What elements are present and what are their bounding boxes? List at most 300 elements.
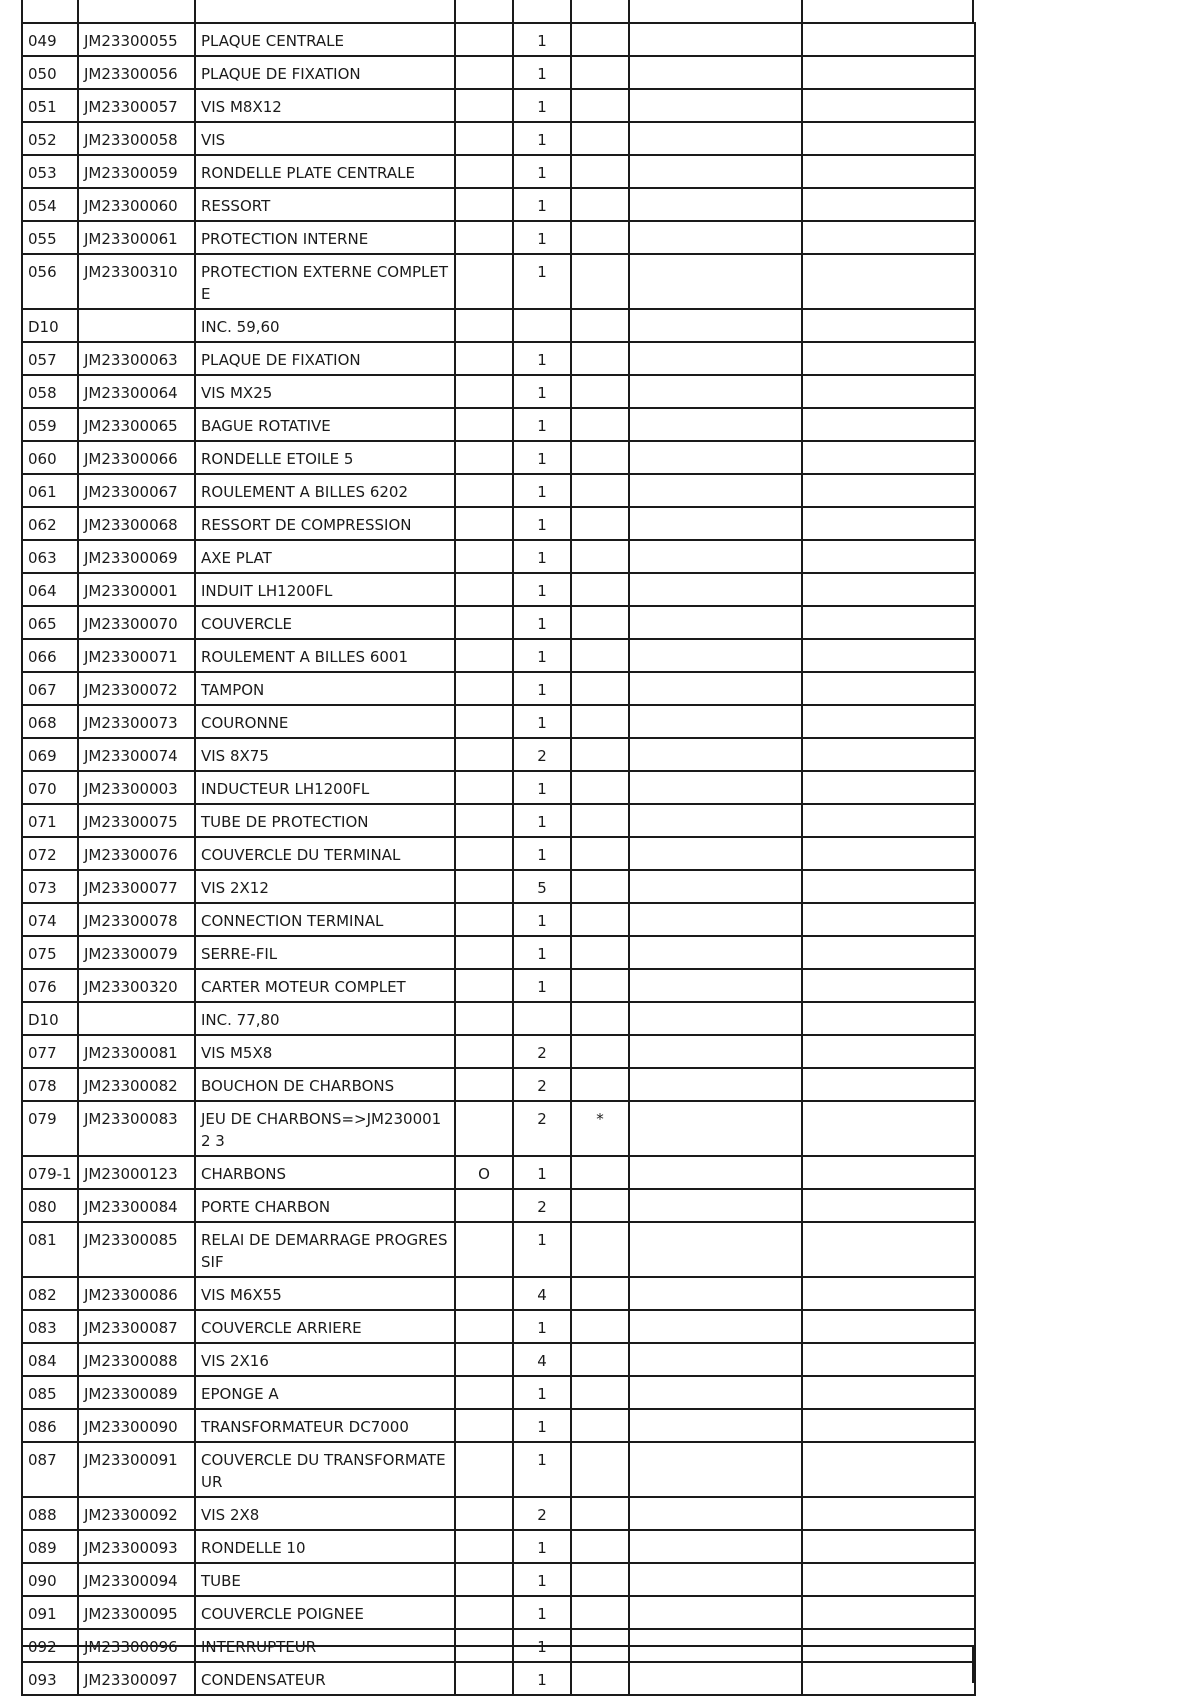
empty-cell [802,837,975,870]
part-quantity-cell: 1 [513,573,571,606]
part-flag-cell [571,1563,629,1596]
part-code-cell: JM23300077 [78,870,195,903]
part-quantity-cell: 1 [513,1376,571,1409]
empty-cell [629,342,802,375]
part-code-cell: JM23300083 [78,1101,195,1156]
part-quantity-cell: 1 [513,89,571,122]
part-ref-cell: 062 [22,507,78,540]
part-quantity-cell: 1 [513,1442,571,1497]
part-description-cell: SERRE-FIL [195,936,455,969]
part-flag-cell [571,870,629,903]
part-code-cell: JM23300001 [78,573,195,606]
part-mark-cell [455,804,513,837]
part-mark-cell [455,1277,513,1310]
table-row [22,188,975,221]
empty-cell [802,56,975,89]
empty-cell [802,936,975,969]
part-mark-cell [455,23,513,56]
part-code-cell: JM23300058 [78,122,195,155]
part-ref-cell: 080 [22,1189,78,1222]
part-quantity-cell: 1 [513,936,571,969]
part-mark-cell [455,1189,513,1222]
part-mark-cell [455,89,513,122]
empty-cell [802,1442,975,1497]
part-mark-cell [455,837,513,870]
part-ref-cell: 054 [22,188,78,221]
empty-cell [629,1563,802,1596]
empty-cell [629,23,802,56]
table-row [22,672,975,705]
part-description-cell: COUVERCLE DU TERMINAL [195,837,455,870]
part-mark-cell [455,639,513,672]
part-ref-cell: 056 [22,254,78,309]
part-flag-cell [571,1310,629,1343]
part-code-cell: JM23300075 [78,804,195,837]
part-ref-cell: 063 [22,540,78,573]
part-mark-cell [455,1222,513,1277]
table-row [22,639,975,672]
empty-cell [629,672,802,705]
part-code-cell: JM23300086 [78,1277,195,1310]
part-description-cell: VIS 2X8 [195,1497,455,1530]
part-mark-cell [455,188,513,221]
empty-cell [629,309,802,342]
part-description-cell: TUBE DE PROTECTION [195,804,455,837]
empty-cell [629,1277,802,1310]
part-quantity-cell: 1 [513,606,571,639]
part-description-cell: PROTECTION INTERNE [195,221,455,254]
part-ref-cell: 053 [22,155,78,188]
part-mark-cell [455,1563,513,1596]
part-flag-cell [571,804,629,837]
part-ref-cell: 052 [22,122,78,155]
part-mark-cell [455,155,513,188]
table-row [22,1497,975,1530]
part-quantity-cell: 2 [513,1035,571,1068]
table-row [22,309,975,342]
part-flag-cell [571,540,629,573]
table-row [22,441,975,474]
part-mark-cell: O [455,1156,513,1189]
part-mark-cell [455,441,513,474]
part-ref-cell: 067 [22,672,78,705]
table-row [22,837,975,870]
part-ref-cell: 068 [22,705,78,738]
empty-cell [629,1222,802,1277]
part-quantity-cell: 5 [513,870,571,903]
empty-cell [802,408,975,441]
part-ref-cell: 050 [22,56,78,89]
table-row [22,1596,975,1629]
part-mark-cell [455,1409,513,1442]
part-quantity-cell: 1 [513,56,571,89]
empty-cell [629,1343,802,1376]
part-code-cell: JM23300074 [78,738,195,771]
empty-cell [629,771,802,804]
empty-cell [802,122,975,155]
empty-cell [629,606,802,639]
empty-cell [802,188,975,221]
part-code-cell: JM23300089 [78,1376,195,1409]
table-row [22,1563,975,1596]
part-flag-cell [571,23,629,56]
empty-cell [629,1068,802,1101]
part-mark-cell [455,221,513,254]
part-mark-cell [455,771,513,804]
table-row [22,705,975,738]
part-mark-cell [455,474,513,507]
empty-cell [629,441,802,474]
part-quantity-cell: 1 [513,1310,571,1343]
empty-cell [802,1343,975,1376]
part-flag-cell [571,1035,629,1068]
empty-cell [629,155,802,188]
empty-cell [802,1101,975,1156]
part-quantity-cell: 2 [513,738,571,771]
part-ref-cell: 055 [22,221,78,254]
part-code-cell: JM23300310 [78,254,195,309]
empty-cell [802,23,975,56]
table-row [22,56,975,89]
empty-cell [629,738,802,771]
part-description-cell: AXE PLAT [195,540,455,573]
part-quantity-cell: 4 [513,1343,571,1376]
part-code-cell: JM23300057 [78,89,195,122]
part-description-cell: CHARBONS [195,1156,455,1189]
table-row [22,408,975,441]
part-flag-cell [571,903,629,936]
part-ref-cell: 072 [22,837,78,870]
empty-cell [802,1189,975,1222]
empty-cell [802,1563,975,1596]
part-code-cell: JM23300081 [78,1035,195,1068]
part-ref-cell: 070 [22,771,78,804]
part-quantity-cell: 1 [513,507,571,540]
part-code-cell: JM23300092 [78,1497,195,1530]
part-quantity-cell: 1 [513,672,571,705]
part-quantity-cell [513,309,571,342]
part-description-cell: RESSORT DE COMPRESSION [195,507,455,540]
empty-cell [629,1497,802,1530]
empty-cell [629,507,802,540]
part-description-cell: INTERRUPTEUR [195,1629,455,1662]
empty-cell [629,375,802,408]
part-description-cell: COURONNE [195,705,455,738]
table-row [22,870,975,903]
empty-cell [629,804,802,837]
part-quantity-cell: 2 [513,1068,571,1101]
part-flag-cell [571,1530,629,1563]
empty-cell [802,969,975,1002]
empty-cell [629,122,802,155]
table-row [22,804,975,837]
part-code-cell: JM23300071 [78,639,195,672]
empty-cell [802,342,975,375]
part-description-cell: ROULEMENT A BILLES 6202 [195,474,455,507]
part-mark-cell [455,1002,513,1035]
empty-cell [629,540,802,573]
part-ref-cell: 085 [22,1376,78,1409]
part-quantity-cell: 1 [513,1596,571,1629]
empty-cell [802,1596,975,1629]
part-flag-cell [571,639,629,672]
part-ref-cell: 074 [22,903,78,936]
table-row [22,1376,975,1409]
empty-cell [629,1310,802,1343]
part-quantity-cell: 1 [513,155,571,188]
table-row [22,606,975,639]
part-flag-cell [571,89,629,122]
part-description-cell: VIS MX25 [195,375,455,408]
part-ref-cell: 084 [22,1343,78,1376]
part-code-cell: JM23300055 [78,23,195,56]
part-flag-cell [571,606,629,639]
empty-cell [629,639,802,672]
empty-cell [629,254,802,309]
table-row [22,738,975,771]
part-quantity-cell: 1 [513,122,571,155]
part-code-cell: JM23000123 [78,1156,195,1189]
table-row [22,507,975,540]
part-description-cell: VIS [195,122,455,155]
part-description-cell: PLAQUE DE FIXATION [195,56,455,89]
part-description-cell: VIS M6X55 [195,1277,455,1310]
part-code-cell: JM23300060 [78,188,195,221]
part-ref-cell: 090 [22,1563,78,1596]
part-flag-cell [571,254,629,309]
part-quantity-cell: 1 [513,639,571,672]
part-quantity-cell: 1 [513,254,571,309]
part-code-cell: JM23300078 [78,903,195,936]
empty-cell [802,1222,975,1277]
table-continuation-bottom [21,1645,974,1683]
table-row [22,1101,975,1156]
part-code-cell: JM23300003 [78,771,195,804]
part-description-cell: VIS 2X16 [195,1343,455,1376]
part-code-cell: JM23300076 [78,837,195,870]
part-mark-cell [455,672,513,705]
empty-cell [629,221,802,254]
part-description-cell: EPONGE A [195,1376,455,1409]
empty-cell [629,1101,802,1156]
part-code-cell: JM23300087 [78,1310,195,1343]
part-code-cell: JM23300320 [78,969,195,1002]
part-ref-cell: 092 [22,1629,78,1662]
part-ref-cell: 061 [22,474,78,507]
part-ref-cell: 091 [22,1596,78,1629]
part-description-cell: CONNECTION TERMINAL [195,903,455,936]
part-flag-cell [571,1068,629,1101]
empty-cell [629,705,802,738]
part-quantity-cell: 1 [513,188,571,221]
part-mark-cell [455,56,513,89]
part-description-cell: TRANSFORMATEUR DC7000 [195,1409,455,1442]
part-ref-cell: 082 [22,1277,78,1310]
part-mark-cell [455,1376,513,1409]
part-mark-cell [455,1035,513,1068]
part-ref-cell: D10 [22,1002,78,1035]
part-ref-cell: 051 [22,89,78,122]
part-code-cell: JM23300067 [78,474,195,507]
part-mark-cell [455,903,513,936]
empty-cell [629,837,802,870]
part-mark-cell [455,705,513,738]
part-description-cell: BAGUE ROTATIVE [195,408,455,441]
table-row [22,1189,975,1222]
part-code-cell: JM23300079 [78,936,195,969]
part-description-cell: RONDELLE 10 [195,1530,455,1563]
part-description-cell: PORTE CHARBON [195,1189,455,1222]
part-code-cell: JM23300097 [78,1662,195,1695]
part-quantity-cell [513,1002,571,1035]
table-row [22,1343,975,1376]
empty-cell [802,1002,975,1035]
part-quantity-cell: 1 [513,1662,571,1695]
empty-cell [629,1596,802,1629]
part-code-cell: JM23300073 [78,705,195,738]
part-quantity-cell: 1 [513,969,571,1002]
table-row [22,1310,975,1343]
part-ref-cell: 073 [22,870,78,903]
part-description-cell: COUVERCLE DU TRANSFORMATE UR [195,1442,455,1497]
part-ref-cell: 057 [22,342,78,375]
empty-cell [629,56,802,89]
part-quantity-cell: 4 [513,1277,571,1310]
part-quantity-cell: 1 [513,1629,571,1662]
part-code-cell: JM23300059 [78,155,195,188]
part-description-cell: PLAQUE DE FIXATION [195,342,455,375]
part-description-cell: INDUCTEUR LH1200FL [195,771,455,804]
empty-cell [802,804,975,837]
part-mark-cell [455,507,513,540]
part-description-cell: INDUIT LH1200FL [195,573,455,606]
parts-list-page [21,22,974,1696]
empty-cell [629,1002,802,1035]
part-ref-cell: 058 [22,375,78,408]
table-row [22,1409,975,1442]
part-ref-cell: 066 [22,639,78,672]
part-ref-cell: 088 [22,1497,78,1530]
part-flag-cell [571,1156,629,1189]
part-flag-cell [571,56,629,89]
part-ref-cell: 069 [22,738,78,771]
part-ref-cell: 087 [22,1442,78,1497]
table-row [22,903,975,936]
empty-cell [629,1442,802,1497]
part-ref-cell: 079 [22,1101,78,1156]
table-row [22,1530,975,1563]
empty-cell [802,870,975,903]
part-mark-cell [455,1497,513,1530]
part-ref-cell: 049 [22,23,78,56]
part-description-cell: RELAI DE DEMARRAGE PROGRES SIF [195,1222,455,1277]
part-ref-cell: 077 [22,1035,78,1068]
part-quantity-cell: 1 [513,23,571,56]
part-quantity-cell: 1 [513,804,571,837]
part-quantity-cell: 1 [513,1222,571,1277]
part-quantity-cell: 2 [513,1189,571,1222]
empty-cell [802,375,975,408]
empty-cell [629,969,802,1002]
part-quantity-cell: 1 [513,540,571,573]
part-flag-cell [571,441,629,474]
part-code-cell: JM23300056 [78,56,195,89]
part-description-cell: VIS M8X12 [195,89,455,122]
part-ref-cell: D10 [22,309,78,342]
table-row [22,474,975,507]
empty-cell [802,474,975,507]
part-description-cell: TAMPON [195,672,455,705]
part-ref-cell: 076 [22,969,78,1002]
part-description-cell: RONDELLE ETOILE 5 [195,441,455,474]
part-mark-cell [455,573,513,606]
table-row [22,1156,975,1189]
part-mark-cell [455,1310,513,1343]
empty-cell [802,1156,975,1189]
part-ref-cell: 075 [22,936,78,969]
empty-cell [802,507,975,540]
empty-cell [629,474,802,507]
table-row [22,342,975,375]
part-description-cell: INC. 77,80 [195,1002,455,1035]
part-flag-cell [571,1596,629,1629]
part-mark-cell [455,936,513,969]
part-quantity-cell: 1 [513,221,571,254]
empty-cell [629,89,802,122]
part-code-cell: JM23300064 [78,375,195,408]
table-row [22,375,975,408]
table-row [22,1002,975,1035]
part-flag-cell [571,221,629,254]
part-mark-cell [455,408,513,441]
empty-cell [629,408,802,441]
part-ref-cell: 089 [22,1530,78,1563]
empty-cell [629,870,802,903]
part-code-cell: JM23300088 [78,1343,195,1376]
empty-cell [802,1497,975,1530]
part-flag-cell [571,309,629,342]
part-ref-cell: 093 [22,1662,78,1695]
empty-cell [802,1277,975,1310]
empty-cell [629,188,802,221]
part-code-cell: JM23300095 [78,1596,195,1629]
part-description-cell: CONDENSATEUR [195,1662,455,1695]
part-description-cell: ROULEMENT A BILLES 6001 [195,639,455,672]
part-flag-cell [571,342,629,375]
part-mark-cell [455,375,513,408]
part-mark-cell [455,1596,513,1629]
part-code-cell: JM23300063 [78,342,195,375]
part-mark-cell [455,309,513,342]
part-quantity-cell: 1 [513,1156,571,1189]
part-code-cell [78,1002,195,1035]
empty-cell [802,903,975,936]
table-row [22,1277,975,1310]
empty-cell [802,309,975,342]
table-row [22,936,975,969]
part-code-cell: JM23300084 [78,1189,195,1222]
parts-table-body [22,23,975,1695]
table-row [22,1068,975,1101]
part-code-cell: JM23300096 [78,1629,195,1662]
empty-cell [802,1409,975,1442]
part-description-cell: TUBE [195,1563,455,1596]
part-quantity-cell: 1 [513,375,571,408]
table-row [22,1035,975,1068]
part-mark-cell [455,606,513,639]
part-flag-cell [571,1497,629,1530]
table-row [22,254,975,309]
